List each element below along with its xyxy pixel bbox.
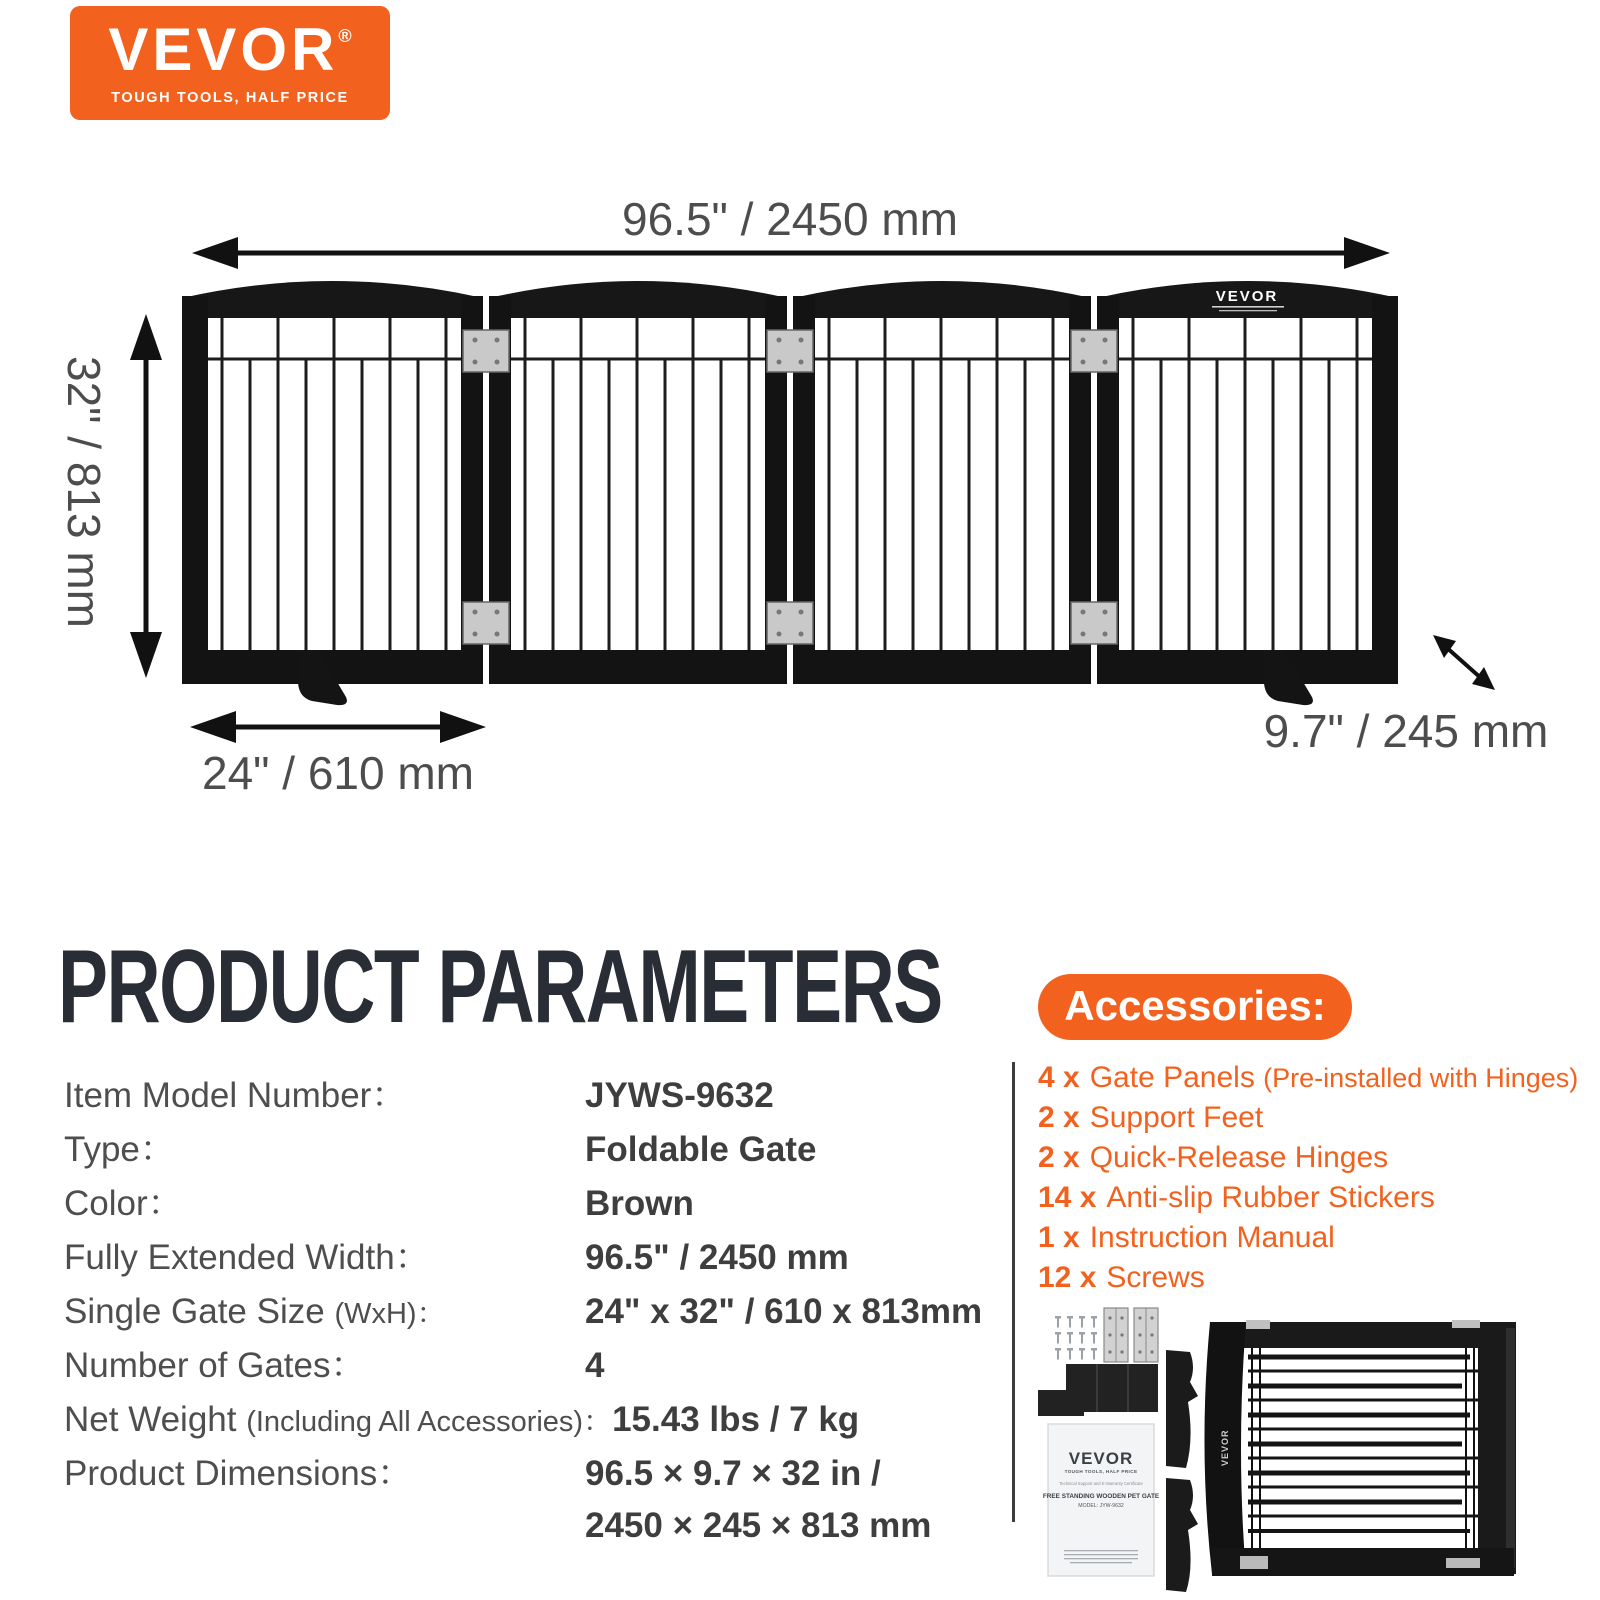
param-row [64, 1178, 1014, 1232]
param-row [64, 1232, 1014, 1286]
accessory-item: 4 x Gate Panels (Pre-installed with Hinges) [1038, 1061, 1579, 1094]
dimension-label-width: 96.5" / 2450 mm [622, 193, 958, 245]
param-row [64, 1286, 1014, 1340]
accessories-title: Accessories: [1038, 974, 1352, 1040]
manual-brand: VEVOR [1068, 1449, 1134, 1468]
param-row [64, 1448, 1014, 1552]
column-divider [1012, 1062, 1015, 1522]
param-label: Color： [64, 1184, 183, 1223]
param-label: Fully Extended Width： [64, 1238, 430, 1277]
accessory-item: 1 x Instruction Manual [1038, 1221, 1335, 1254]
height-arrow [130, 314, 162, 678]
dimension-label-depth: 9.7" / 245 mm [1263, 705, 1549, 757]
accessory-item: 2 x Support Feet [1038, 1101, 1264, 1134]
gate-hinges [463, 330, 1117, 644]
param-label: Single Gate Size (WxH)： [64, 1292, 446, 1331]
manual-title: FREE STANDING WOODEN PET GATE [1042, 1493, 1160, 1500]
rubber-stickers [1038, 1364, 1158, 1416]
accessory-item: 2 x Quick-Release Hinges [1038, 1141, 1389, 1174]
param-label: Product Dimensions： [64, 1454, 413, 1493]
dimension-label-panel-width: 24" / 610 mm [201, 747, 474, 799]
screws [1055, 1316, 1097, 1360]
param-value: 96.5" / 2450 mm [585, 1238, 849, 1277]
registered-mark: ® [338, 26, 352, 46]
manual-model: MODEL: JYW-9632 [1078, 1503, 1124, 1509]
param-value: JYWS-9632 [585, 1076, 774, 1115]
manual-subtitle: Technical Support and E-Warranty Certificate [1059, 1481, 1143, 1486]
param-value: 24" x 32" / 610 x 813mm [585, 1292, 983, 1331]
parameters-table [64, 1070, 1014, 1552]
accessory-item: 14 x Anti-slip Rubber Stickers [1038, 1181, 1435, 1214]
param-value: 15.43 lbs / 7 kg [612, 1400, 860, 1439]
gate-diagram [182, 281, 1398, 705]
param-value: Brown [585, 1184, 694, 1223]
param-label: Item Model Number： [64, 1076, 407, 1115]
param-row [64, 1340, 1014, 1394]
param-row [64, 1394, 1014, 1448]
vevor-logo-text: VEVOR® [108, 16, 352, 83]
param-value: 96.5 × 9.7 × 32 in / 2450 × 245 × 813 mm [585, 1454, 932, 1545]
section-title: PRODUCT PARAMETERS [58, 929, 942, 1045]
param-row [64, 1124, 1014, 1178]
gate-crown-logo: VEVOR [1215, 288, 1279, 305]
manual-tagline: TOUGH TOOLS, HALF PRICE [1064, 1469, 1138, 1474]
param-label: Number of Gates： [64, 1346, 366, 1385]
param-label: Net Weight (Including All Accessories)： [64, 1400, 613, 1439]
folded-gate [1204, 1320, 1516, 1576]
param-value: Foldable Gate [585, 1130, 817, 1169]
dimension-label-height: 32" / 813 mm [58, 355, 110, 628]
accessories-photo [1038, 1308, 1516, 1592]
instruction-manual [1043, 1424, 1160, 1576]
param-value: 4 [585, 1346, 605, 1385]
accessory-item: 12 x Screws [1038, 1261, 1205, 1294]
support-feet-parts [1166, 1350, 1198, 1592]
panel-width-arrow [190, 711, 486, 743]
vevor-logo [70, 6, 390, 120]
param-label: Type： [64, 1130, 175, 1169]
depth-arrow [1433, 635, 1495, 690]
vevor-logo-tagline: TOUGH TOOLS, HALF PRICE [111, 90, 349, 106]
folded-gate-logo: VEVOR [1220, 1429, 1230, 1466]
hinge-parts [1104, 1308, 1158, 1362]
accessories-list [1038, 1058, 1578, 1298]
param-row [64, 1070, 1014, 1124]
